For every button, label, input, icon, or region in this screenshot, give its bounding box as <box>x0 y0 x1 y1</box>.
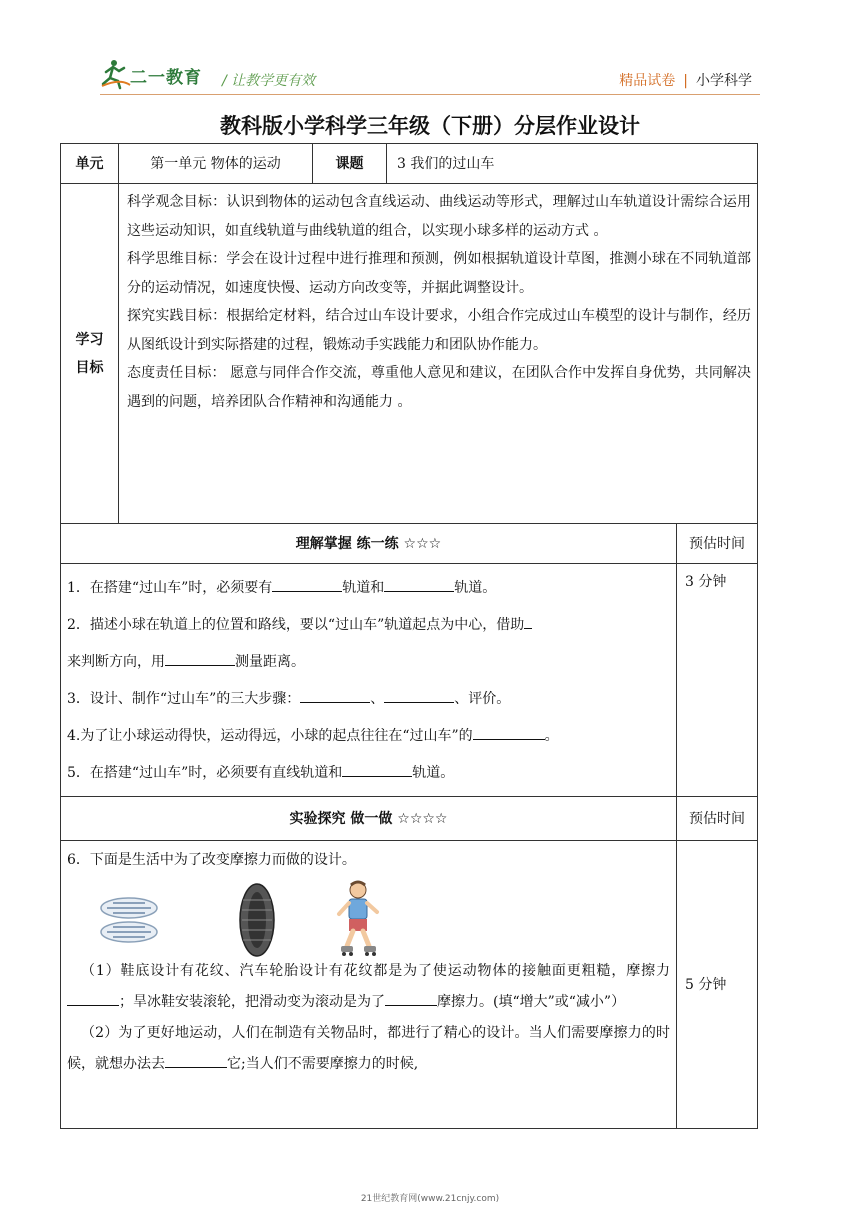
blank[interactable] <box>384 575 454 592</box>
illustrations <box>67 876 670 956</box>
objectives-content <box>119 184 758 524</box>
question-4: 4.为了让小球运动得快，运动得远，小球的起点往往在“过山车”的 。 <box>67 718 670 755</box>
objective-attitude: 态度责任目标： 愿意与同伴合作交流，尊重他人意见和建议，在团队合作中发挥自身优势，共同解决遇到的问题，培养团队合作精神和沟通能力 。 <box>127 365 752 410</box>
objectives-label-line2: 目标 <box>75 359 104 376</box>
section1-heading: 理解掌握 练一练 ☆☆☆ <box>61 524 677 564</box>
question-6-part2: （2）为了更好地运动，人们在制造有关物品时，都进行了精心的设计。当人们需要摩擦力的时候，就想办法去 它;当人们不需要摩擦力的时候, <box>67 1025 670 1072</box>
blank[interactable] <box>67 989 119 1006</box>
section2-time-label: 预估时间 <box>677 797 758 841</box>
blank[interactable] <box>473 723 545 740</box>
tire-icon <box>237 880 277 960</box>
roller-skater-icon <box>333 878 383 958</box>
question-2: 2．描述小球在轨道上的位置和路线，要以“过山车”轨道起点为中心，借助 <box>67 607 670 644</box>
objective-thinking: 科学思维目标：学会在设计过程中进行推理和预测，例如根据轨道设计草图，推测小球在不同轨道部分的运动情况，如速度快慢、运动方向改变等，并据此调整设计。 <box>127 251 752 296</box>
blank[interactable] <box>300 686 370 703</box>
lesson-value: 3 我们的过山车 <box>387 144 758 184</box>
blank[interactable] <box>384 686 454 703</box>
unit-value: 第一单元 物体的运动 <box>119 144 313 184</box>
section1-time-label: 预估时间 <box>677 524 758 564</box>
question-5: 5．在搭建“过山车”时，必须要有直线轨道和 轨道。 <box>67 755 670 792</box>
question-6-intro: 6．下面是生活中为了改变摩擦力而做的设计。 <box>67 852 356 868</box>
page-header <box>100 58 760 96</box>
page-title: 教科版小学科学三年级（下册）分层作业设计 <box>220 114 640 138</box>
blank[interactable] <box>385 989 437 1006</box>
blank[interactable] <box>272 575 342 592</box>
slogan: / 让教学更有效 <box>222 73 316 89</box>
question-6-part1: （1）鞋底设计有花纹、汽车轮胎设计有花纹都是为了使运动物体的接触面更粗糙，摩擦力；旱冰鞋安装滚轮，把滑动变为滚动是为了 摩擦力。(填“增大”或“减小”） <box>67 956 670 1018</box>
section1-time-value: 3 分钟 <box>677 564 758 797</box>
section1-questions <box>61 564 677 797</box>
blank[interactable] <box>165 649 235 666</box>
objectives-label <box>61 184 119 524</box>
objective-practice: 探究实践目标：根据给定材料，结合过山车设计要求，小组合作完成过山车模型的设计与制作，经历从图纸设计到实际搭建的过程，锻炼动手实践能力和团队协作能力。 <box>127 308 752 353</box>
blank[interactable] <box>342 760 412 777</box>
worksheet-table <box>60 143 758 1129</box>
question-3: 3．设计、制作“过山车”的三大步骤： 、 、评价。 <box>67 681 670 718</box>
question-1: 1．在搭建“过山车”时，必须要有 轨道和 轨道。 <box>67 570 670 607</box>
section2-heading: 实验探究 做一做 ☆☆☆☆ <box>61 797 677 841</box>
section2-questions <box>61 841 677 1129</box>
question-2-cont: 来判断方向，用 测量距离。 <box>67 644 670 681</box>
objective-concept: 科学观念目标：认识到物体的运动包含直线运动、曲线运动等形式，理解过山车轨道设计需综合运用这些运动知识，如直线轨道与曲线轨道的组合，以实现小球多样的运动方式 。 <box>127 194 752 239</box>
header-right <box>619 70 752 90</box>
header-divider <box>100 94 760 95</box>
blank[interactable] <box>524 612 532 629</box>
lesson-label: 课题 <box>313 144 387 184</box>
header-separator: | <box>683 73 688 89</box>
page-footer: 21世纪教育网(www.21cnjy.com) <box>360 1194 500 1204</box>
shoe-soles-icon <box>99 890 159 950</box>
unit-label: 单元 <box>61 144 119 184</box>
header-tag-premium: 精品试卷 <box>619 73 676 89</box>
section2-time-value: 5 分钟 <box>677 841 758 1129</box>
objectives-label-line1: 学习 <box>75 331 104 348</box>
logo-text: 二一教育 <box>130 68 202 88</box>
blank[interactable] <box>165 1051 227 1068</box>
header-tag-subject: 小学科学 <box>696 73 752 89</box>
